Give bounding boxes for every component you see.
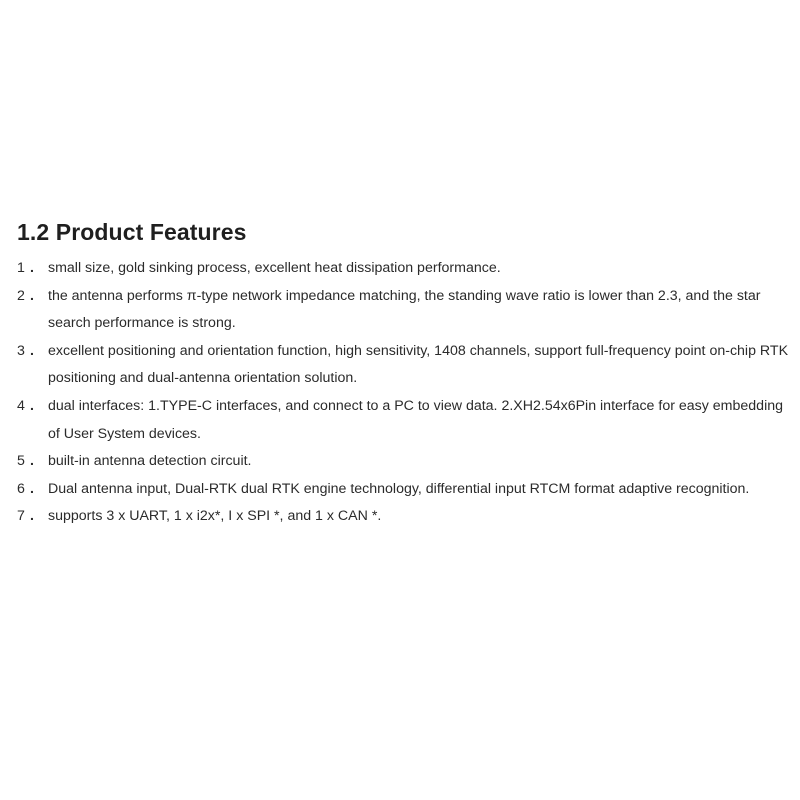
feature-text: Dual antenna input, Dual-RTK dual RTK engine technology, differential input RTCM format adaptive recognition. (48, 480, 750, 497)
feature-text: excellent positioning and orientation function, high sensitivity, 1408 channels, support full-frequency point on-chip RTK positioning and dual-antenna orientation solution. (48, 342, 789, 387)
feature-separator: . (30, 287, 34, 304)
feature-separator: . (30, 397, 34, 414)
feature-separator: . (30, 508, 34, 525)
feature-item-6 (17, 476, 793, 504)
section-title: 1.2 Product Features (17, 219, 247, 245)
feature-number: 5 (17, 453, 25, 470)
feature-text: the antenna performs π-type network impedance matching, the standing wave ratio is lower than 2.3, and the star search performance is strong. (48, 287, 761, 332)
feature-separator: . (30, 260, 34, 276)
feature-separator: . (30, 480, 34, 497)
feature-number: 4 (17, 397, 25, 414)
feature-text: supports 3 x UART, 1 x i2x*, I x SPI *, and 1 x CAN *. (48, 508, 382, 525)
feature-number: 7 (17, 508, 25, 525)
feature-item-2 (17, 283, 793, 338)
feature-list (17, 255, 793, 531)
feature-text: built-in antenna detection circuit. (48, 453, 252, 470)
feature-item-7 (17, 503, 793, 531)
feature-text: small size, gold sinking process, excellent heat dissipation performance. (48, 260, 501, 276)
feature-number: 3 (17, 342, 25, 359)
feature-item-1 (17, 255, 793, 283)
feature-item-4 (17, 393, 793, 448)
feature-separator: . (30, 453, 34, 470)
feature-number: 1 (17, 260, 25, 276)
feature-separator: . (30, 342, 34, 359)
document-body (17, 217, 793, 531)
feature-number: 2 (17, 287, 25, 304)
feature-number: 6 (17, 480, 25, 497)
feature-item-3 (17, 338, 793, 393)
feature-text: dual interfaces: 1.TYPE-C interfaces, and connect to a PC to view data. 2.XH2.54x6Pin interface for easy embedding of User System devices. (48, 397, 783, 442)
feature-item-5 (17, 448, 793, 476)
